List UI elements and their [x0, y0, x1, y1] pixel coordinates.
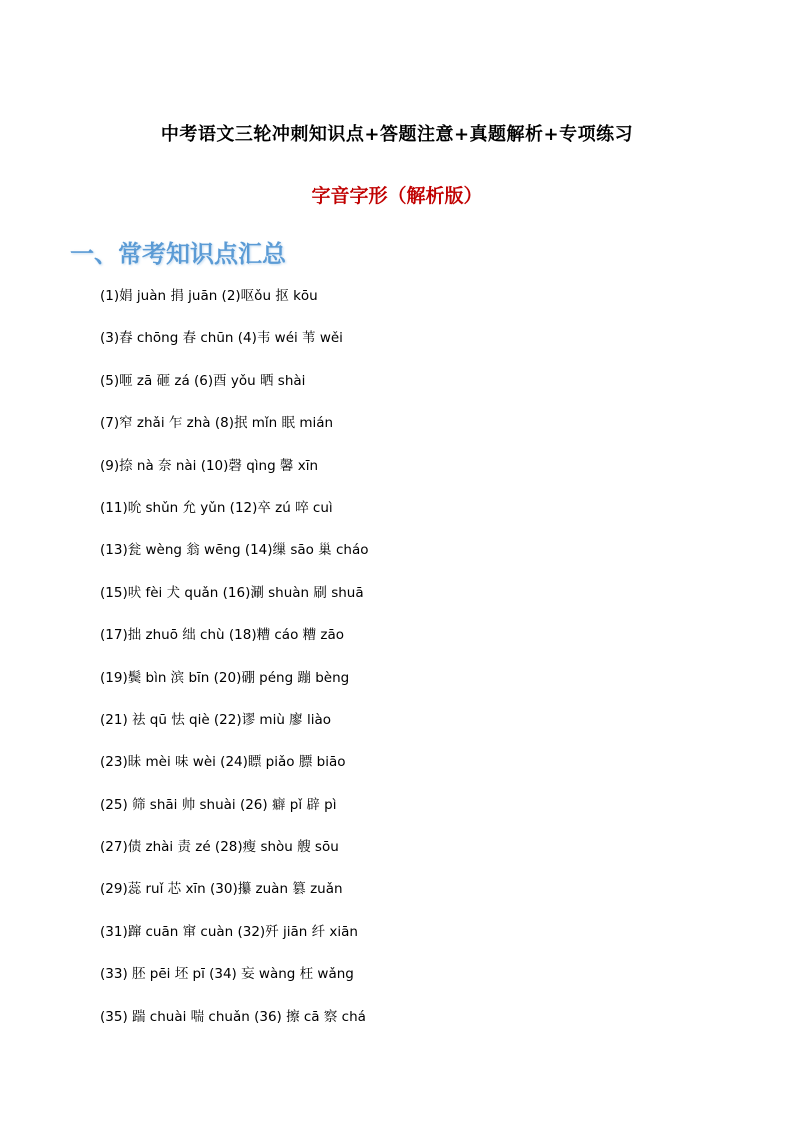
list-item: (15)吠 fèi 犬 quǎn (16)涮 shuàn 刷 shuā — [100, 584, 364, 601]
document-subtitle: 字音字形（解析版） — [311, 185, 483, 207]
list-item: (1)娟 juàn 捐 juān (2)呕ǒu 抠 kōu — [100, 288, 318, 304]
list-item: (31)蹿 cuān 窜 cuàn (32)歼 jiān 纤 xiān — [100, 923, 358, 940]
list-item: (21) 祛 qū 怯 qiè (22)谬 miù 廖 liào — [100, 711, 331, 728]
char-pronunciation-list — [100, 286, 368, 1049]
list-item: (29)蕊 ruǐ 芯 xīn (30)攥 zuàn 篡 zuǎn — [100, 881, 343, 898]
section-heading: 一、常考知识点汇总 — [70, 240, 286, 268]
list-item: (27)债 zhài 责 zé (28)瘦 shòu 艘 sōu — [100, 839, 339, 856]
document-title: 中考语文三轮冲刺知识点+答题注意+真题解析+专项练习 — [160, 124, 634, 145]
list-item: (33) 胚 pēi 坯 pī (34) 妄 wàng 枉 wǎng — [100, 966, 354, 983]
list-item: (3)舂 chōng 春 chūn (4)韦 wéi 苇 wěi — [100, 330, 343, 347]
list-item: (17)拙 zhuō 绌 chù (18)糟 cáo 糟 zāo — [100, 627, 345, 644]
list-item: (11)吮 shǔn 允 yǔn (12)卒 zú 啐 cuì — [100, 499, 333, 516]
list-item: (19)鬓 bìn 滨 bīn (20)硼 péng 蹦 bèng — [100, 669, 350, 686]
list-item: (13)瓮 wèng 翁 wēng (14)缫 sāo 巢 cháo — [100, 542, 369, 559]
list-item: (9)捺 nà 奈 nài (10)磬 qìng 馨 xīn — [100, 457, 319, 474]
list-item: (23)昧 mèi 味 wèi (24)瞟 piǎo 膘 biāo — [100, 754, 346, 771]
list-item: (25) 筛 shāi 帅 shuài (26) 癖 pǐ 辟 pì — [100, 796, 337, 813]
list-item: (7)窄 zhǎi 乍 zhà (8)抿 mǐn 眠 mián — [100, 415, 334, 432]
list-item: (35) 踹 chuài 喘 chuǎn (36) 擦 cā 察 chá — [100, 1008, 366, 1025]
list-item: (5)咂 zā 砸 zá (6)酉 yǒu 晒 shài — [100, 372, 306, 389]
